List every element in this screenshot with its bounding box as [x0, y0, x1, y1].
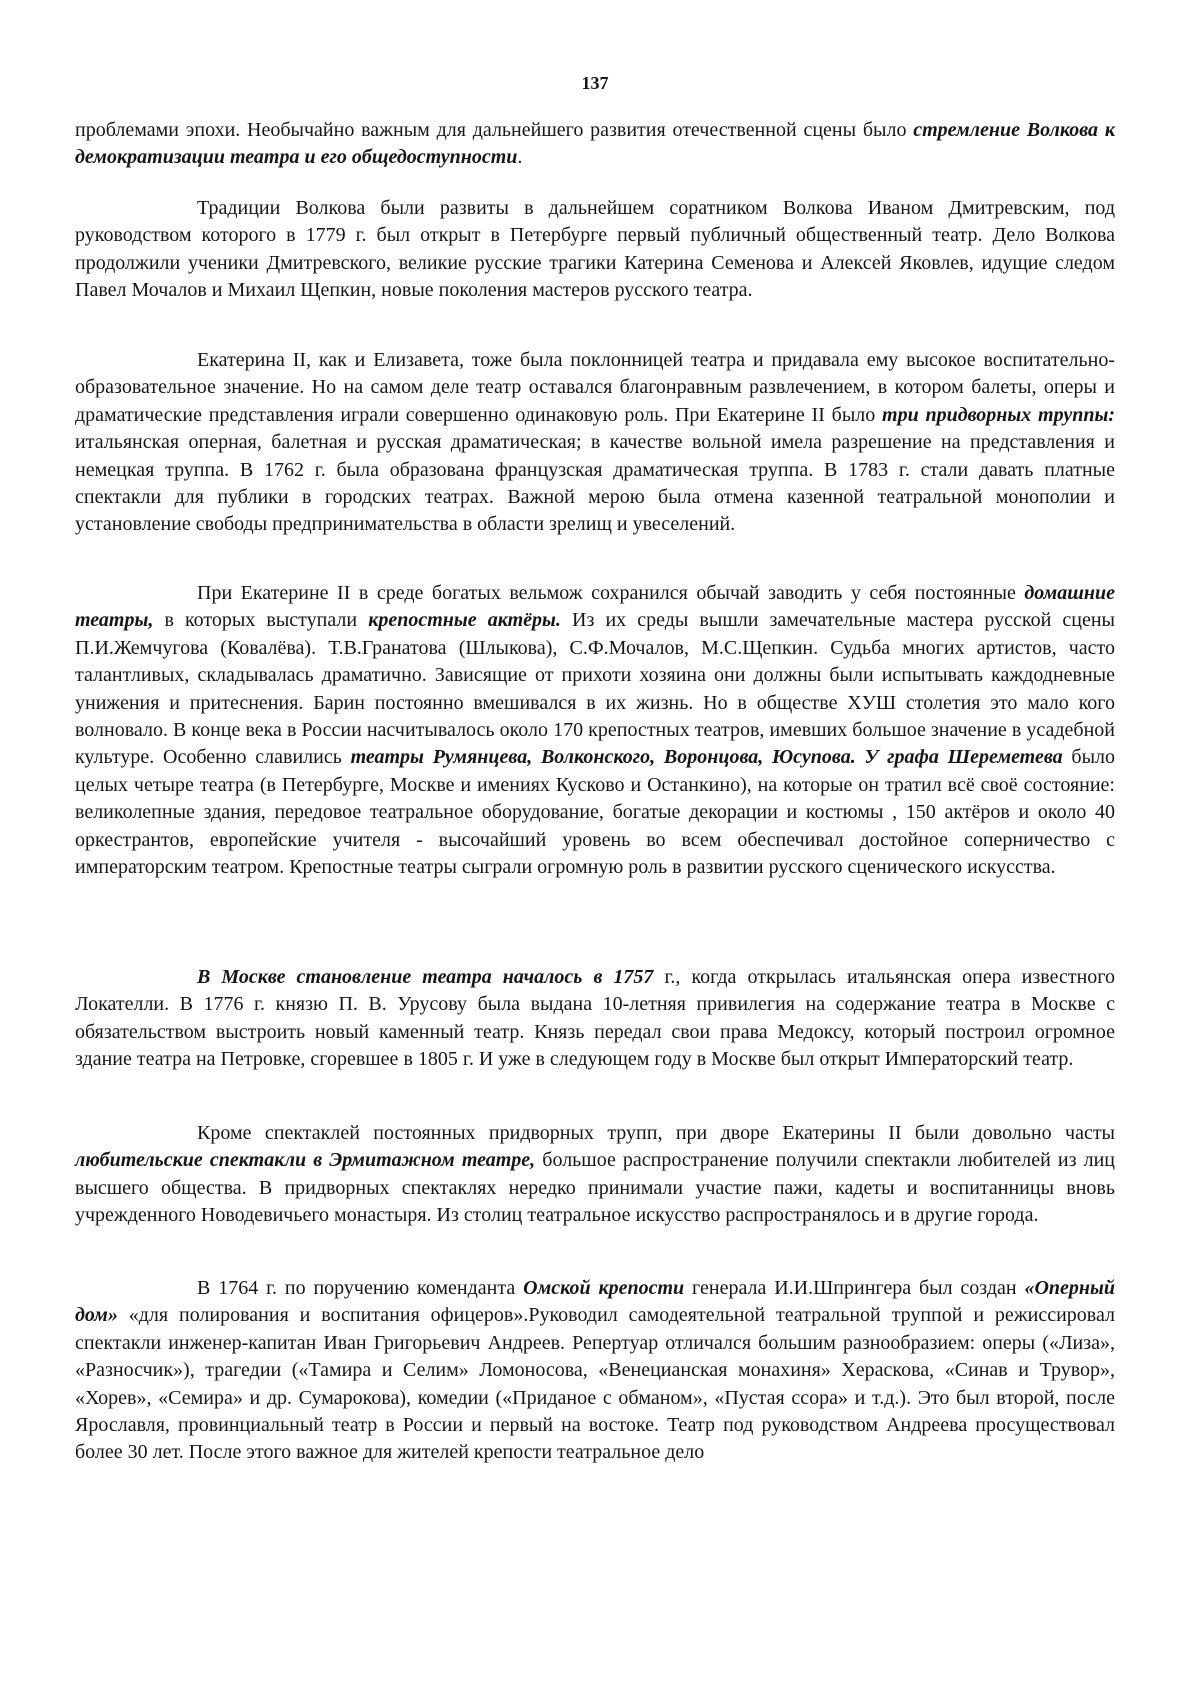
paragraph-4-emphasis-f: театры Румянцева, Волконского, Воронцова, Юсупова. У графа Шереметева	[350, 746, 1063, 769]
paragraph-2	[75, 195, 1115, 305]
paragraph-7-emphasis-d: «Оперный дом»	[75, 1277, 1116, 1327]
paragraph-3-text-a: Екатерина II, как и Елизавета, тоже была поклонницей театра и придавала ему высокое воспитательно-образовательное значение. Но на самом деле театр оставался благонравным развлечением, в котором балеты, оперы и драматические представления играли совершенно одинаковую роль. При Екатерине II было	[75, 349, 1115, 426]
paragraph-1-text-a: проблемами эпохи. Необычайно важным для дальнейшего развития отечественной сцены было	[75, 119, 914, 141]
paragraph-6	[75, 1120, 1115, 1230]
paragraph-4-text-e: Из их среды вышли замечательные мастера русской сцены П.И.Жемчугова (Ковалёва). Т.В.Гранатова (Шлыкова), С.Ф.Мочалов, М.С.Щепкин. Судьба многих артистов, часто талантливых, складывалась драматично. Зависящие от прихоти хозяина они должны были испытывать каждодневные унижения и притеснения. Барин постоянно вмешивался в их жизнь. Но в обществе ХУШ столетия это мало кого волновало. В конце века в России насчитывалось около 170 крепостных театров, имевших большое значение в усадебной культуре. Особенно славились	[75, 609, 1115, 769]
paragraph-3-emphasis: три придворных труппы:	[882, 403, 1116, 426]
paragraph-3-text-c: итальянская оперная, балетная и русская драматическая; в качестве вольной имела разрешение на представления и немецкая труппа. В 1762 г. была образована французская драматическая труппа. В 1783 г. стали давать платные спектакли для публики в городских театрах. Важной мерою была отмена казенной театральной монополии и установление свободы предпринимательства в области зрелищ и увеселений.	[75, 431, 1115, 536]
paragraph-4-text-c: в которых выступали	[153, 609, 369, 632]
paragraph-1-text-c: .	[517, 146, 523, 169]
paragraph-4-emphasis-d: крепостные актёры.	[368, 609, 561, 632]
paragraph-5-text-b: г., когда открылась итальянская опера известного Локателли. В 1776 г. князю П. В. Урусову была выдана 10-летняя привилегия на содержание театра в Москве с обязательством выстроить новый каменный театр. Князь передал свои права Медоксу, который построил огромное здание театра на Петровке, сгоревшее в 1805 г. И уже в следующем году в Москве был открыт Императорский театр.	[75, 966, 1116, 1071]
paragraph-7-emphasis-b: Омской крепости	[523, 1277, 685, 1299]
paragraph-1	[75, 117, 1115, 172]
paragraph-5-emphasis: В Москве становление театра началось в 1757	[197, 966, 654, 988]
paragraph-7-text-e: «для полирования и воспитания офицеров».Руководил самодеятельной театральной труппой и режиссировал спектакли инженер-капитан Иван Григорьевич Андреев. Репертуар отличался большим разнообразием: оперы («Лиза», «Разносчик»), трагедии («Тамира и Селим» Ломоносова, «Венецианская монахиня» Хераскова, «Синав и Трувор», «Хорев», «Семира» и др. Сумарокова), комедии («Приданое с обманом», «Пустая ссора» и т.д.). Это был второй, после Ярославля, провинциальный театр в России и первый на востоке. Театр под руководством Андреева просуществовал более 30 лет. После этого важное для жителей крепости театральное дело	[75, 1304, 1115, 1464]
paragraph-4-text-a: При Екатерине II в среде богатых вельмож сохранился обычай заводить у себя постоянные	[197, 582, 1025, 604]
page-number: 137	[581, 73, 609, 93]
paragraph-6-text-c: большое распространение получили спектакли любителей из лиц высшего общества. В придворных спектаклях нередко принимали участие пажи, кадеты и воспитанницы вновь учрежденного Новодевичьего монастыря. Из столиц театральное искусство распространялось и в другие города.	[75, 1149, 1115, 1227]
paragraph-7-text-a: В 1764 г. по поручению коменданта	[197, 1277, 524, 1299]
paragraph-4-text-g: было целых четыре театра (в Петербурге, Москве и имениях Кусково и Останкино), на которые он тратил всё своё состояние: великолепные здания, передовое театральное оборудование, богатые декорации и костюмы , 150 актёров и около 40 оркестрантов, европейские учителя - высочайший уровень во всем обеспечивал достойное соперничество с императорским театром. Крепостные театры сыграли огромную роль в развитии русского сценического искусства.	[75, 746, 1116, 879]
paragraph-6-emphasis: любительские спектакли в Эрмитажном театре,	[75, 1149, 536, 1172]
paragraph-1-emphasis: стремление Волкова к демократизации театра и его общедоступности	[75, 119, 1115, 169]
paragraph-4-emphasis-b: домашние театры,	[75, 582, 1115, 632]
paragraph-6-text-a: Кроме спектаклей постоянных придворных трупп, при дворе Екатерины II были довольно часты	[197, 1122, 1115, 1144]
paragraph-7	[75, 1275, 1115, 1467]
paragraph-4	[75, 580, 1115, 881]
paragraph-3	[75, 347, 1115, 539]
paragraph-7-text-c: генерала И.И.Шпрингера был создан	[684, 1277, 1025, 1299]
paragraph-5	[75, 964, 1115, 1074]
paragraph-2-text: Традиции Волкова были развиты в дальнейшем соратником Волкова Иваном Дмитревским, под руководством которого в 1779 г. был открыт в Петербурге первый публичный общественный театр. Дело Волкова продолжили ученики Дмитревского, великие русские трагики Катерина Семенова и Алексей Яковлев, идущие следом Павел Мочалов и Михаил Щепкин, новые поколения мастеров русского театра.	[75, 197, 1115, 302]
